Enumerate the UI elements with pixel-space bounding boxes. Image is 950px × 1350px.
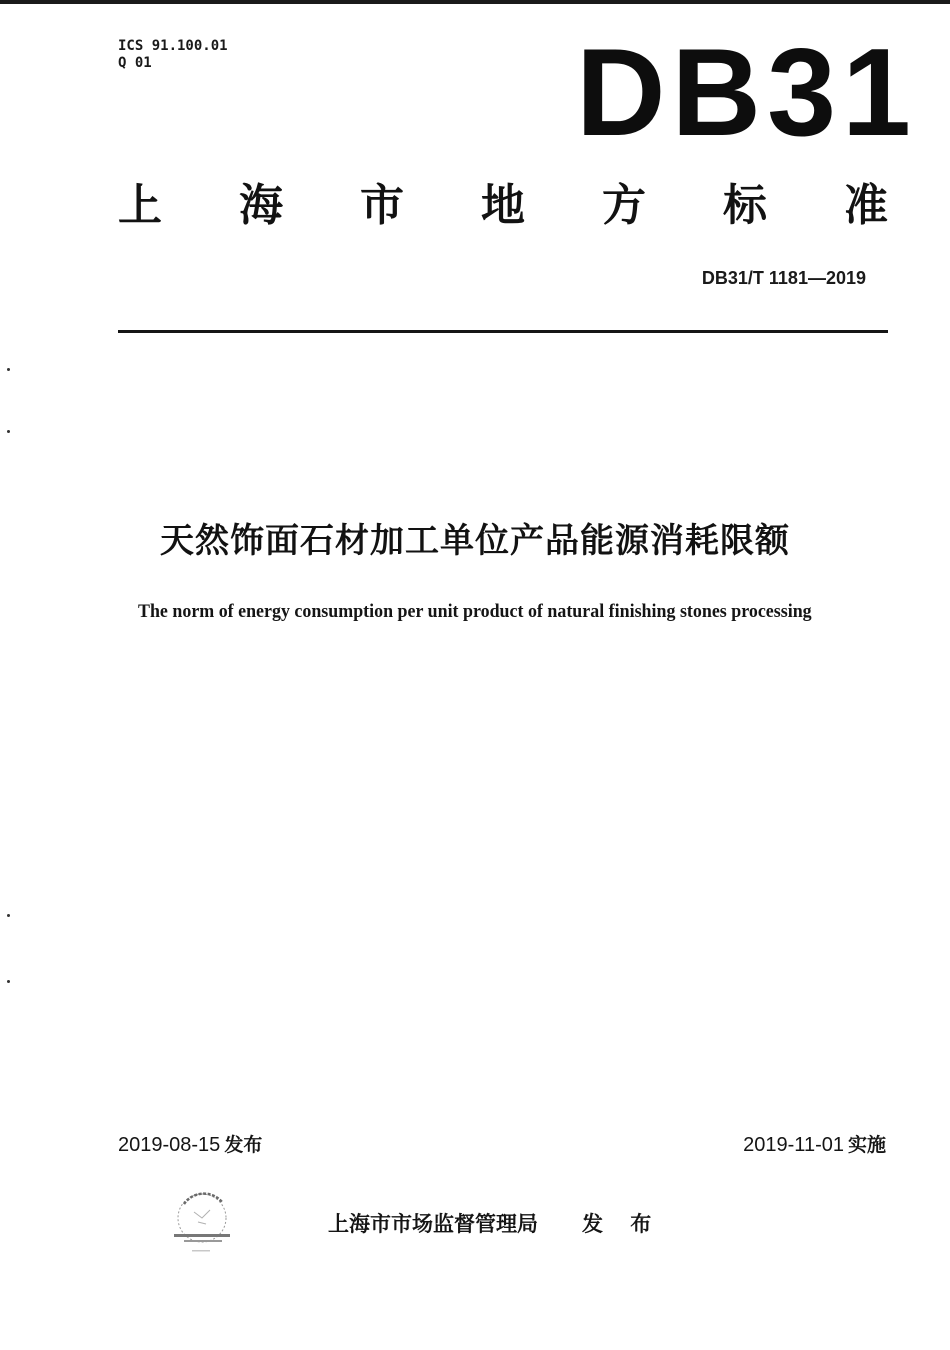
margin-speck: [7, 914, 10, 917]
ics-code: ICS 91.100.01: [118, 38, 228, 54]
standard-kind-char: 海: [239, 180, 283, 231]
issue-label: 发布: [224, 1134, 263, 1156]
db31-logo: DB31: [576, 24, 918, 162]
standard-kind-char: 标: [723, 180, 767, 231]
circular-seal-icon: [160, 1188, 244, 1258]
margin-speck: [7, 980, 10, 983]
classification-codes: [118, 38, 228, 72]
header-divider: [118, 330, 888, 333]
issuer-verb: 发 布: [582, 1212, 662, 1236]
standard-kind-char: 方: [602, 180, 646, 231]
issue-date: 2019-08-15: [118, 1134, 221, 1156]
document-title-english: The norm of energy consumption per unit product of natural finishing stones processing: [137, 601, 812, 622]
ccs-code: Q 01: [118, 55, 152, 71]
top-border: [0, 0, 950, 4]
issue-date-block: [118, 1130, 262, 1157]
standard-kind-char: 上: [118, 180, 162, 231]
standard-kind-heading: [118, 178, 888, 234]
standard-kind-char: 准: [844, 180, 888, 231]
effective-date-block: [743, 1130, 886, 1157]
effective-date: 2019-11-01: [743, 1134, 844, 1156]
publisher-line: [328, 1208, 661, 1238]
issuing-authority: 上海市市场监督管理局: [328, 1212, 538, 1236]
standard-number: DB31/T 1181—2019: [701, 268, 866, 288]
margin-speck: [7, 368, 10, 371]
standard-kind-char: 市: [360, 180, 404, 231]
effective-label: 实施: [847, 1134, 886, 1156]
document-title-chinese: 天然饰面石材加工单位产品能源消耗限额: [160, 521, 790, 561]
margin-speck: [7, 430, 10, 433]
standard-kind-char: 地: [481, 180, 525, 231]
